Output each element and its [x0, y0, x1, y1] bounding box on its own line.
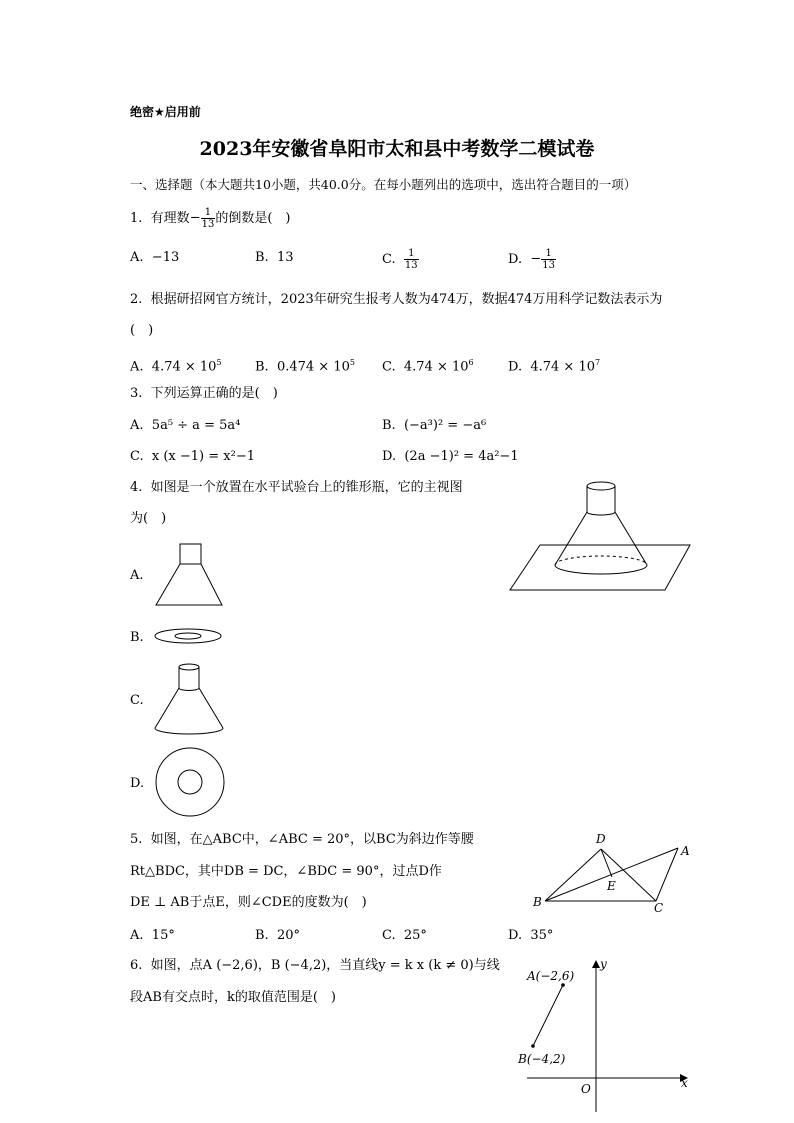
- label-b: B: [533, 895, 542, 909]
- option-label: D.: [382, 449, 397, 464]
- question-number: 2.: [130, 292, 143, 307]
- question-5-line2: Rt△BDC，其中DB = DC，∠BDC = 90°，过点D作: [130, 864, 442, 879]
- option-label: C.: [382, 252, 396, 267]
- question-4-cont: 为( ): [130, 511, 167, 526]
- option-label: A.: [130, 928, 144, 943]
- exponent: 6: [468, 358, 474, 367]
- q4-option-b: B.: [130, 630, 144, 645]
- option-value: (−a³)² = −a⁶: [403, 418, 487, 433]
- option-value: 20°: [276, 928, 300, 943]
- option-label: A.: [130, 359, 144, 375]
- option-value: 4.74 × 10: [403, 359, 469, 375]
- option-value: x (x −1) = x²−1: [151, 449, 255, 464]
- option-value: 0.474 × 10: [276, 359, 350, 375]
- question-6-cont: 段AB有交点时，k的取值范围是( ): [130, 990, 336, 1005]
- option-value: 35°: [530, 928, 554, 943]
- q4-option-d: D.: [130, 776, 145, 791]
- option-label: D.: [508, 359, 523, 375]
- label-origin: O: [581, 1082, 591, 1096]
- option-value: 13: [276, 250, 294, 265]
- fraction-denominator: 13: [404, 260, 418, 271]
- fraction-denominator: 13: [201, 219, 215, 230]
- option-label: B.: [255, 928, 269, 943]
- label-c: C: [654, 901, 664, 915]
- option-label: D.: [508, 252, 523, 267]
- label-y: y: [600, 957, 607, 971]
- paper-title: 2023年安徽省阜阳市太和县中考数学二模试卷: [199, 138, 595, 160]
- label-a: A: [681, 844, 690, 858]
- label-x: x: [681, 1076, 688, 1090]
- q4-option-c: C.: [130, 693, 144, 708]
- section-heading: 一、选择题（本大题共10小题，共40.0分。在每小题列出的选项中，选出符合题目的一项）: [130, 177, 637, 192]
- question-number: 5.: [130, 832, 143, 847]
- fraction-denominator: 13: [542, 260, 555, 271]
- option-label: A.: [130, 250, 144, 265]
- question-text: 如图是一个放置在水平试验台上的锥形瓶，它的主视图: [150, 480, 463, 495]
- option-label: B.: [255, 250, 269, 265]
- confidential-label: 绝密★启用前: [130, 105, 201, 119]
- question-text: 下列运算正确的是( ): [150, 386, 278, 401]
- question-2-cont: ( ): [130, 323, 154, 338]
- question-text: 如图，在△ABC中，∠ABC = 20°，以BC为斜边作等腰: [150, 832, 474, 847]
- segment-ab: [533, 985, 563, 1046]
- exponent: 5: [349, 358, 355, 367]
- minus-sign: −: [530, 251, 542, 267]
- question-number: 6.: [130, 958, 143, 973]
- fraction-numerator: 1: [404, 248, 419, 260]
- option-label: C.: [382, 928, 396, 943]
- point-a: [561, 983, 565, 987]
- y-axis-arrow: [592, 960, 600, 968]
- option-value: 4.74 × 10: [530, 359, 596, 375]
- option-value: 4.74 × 10: [151, 359, 217, 375]
- label-e: E: [607, 879, 616, 893]
- point-b: [531, 1044, 535, 1048]
- option-label: C.: [130, 449, 144, 464]
- label-b: B(−4,2): [518, 1052, 566, 1066]
- option-label: C.: [382, 359, 396, 375]
- question-number: 4.: [130, 480, 143, 495]
- option-value: −13: [151, 250, 180, 265]
- option-value: 15°: [151, 928, 175, 943]
- option-label: B.: [255, 359, 269, 375]
- question-number: 3.: [130, 386, 143, 401]
- fraction-numerator: 1: [541, 248, 556, 260]
- option-value: (2a −1)² = 4a²−1: [404, 449, 519, 464]
- option-value: 25°: [403, 928, 427, 943]
- minus-sign: −: [189, 210, 201, 226]
- fraction-numerator: 1: [201, 207, 216, 219]
- option-value: 5a⁵ ÷ a = 5a⁴: [151, 418, 241, 433]
- q4-option-a: A.: [130, 568, 144, 583]
- question-number: 1.: [130, 211, 143, 226]
- exponent: 5: [216, 358, 222, 367]
- question-text-tail: 的倒数是( ): [215, 211, 291, 226]
- question-5-line3: DE ⊥ AB于点E，则∠CDE的度数为( ): [130, 895, 367, 910]
- label-a: A(−2,6): [527, 969, 575, 983]
- exponent: 7: [595, 358, 601, 367]
- question-text: 如图，点A (−2,6)，B (−4,2)，当直线y = k x (k ≠ 0)与线: [150, 958, 500, 973]
- label-d: D: [596, 832, 606, 846]
- question-text: 根据研招网官方统计，2023年研究生报考人数为474万，数据474万用科学记数法表示为: [150, 292, 663, 307]
- option-label: B.: [382, 418, 396, 433]
- option-label: D.: [508, 928, 523, 943]
- option-label: A.: [130, 418, 144, 433]
- question-text: 有理数: [150, 211, 190, 226]
